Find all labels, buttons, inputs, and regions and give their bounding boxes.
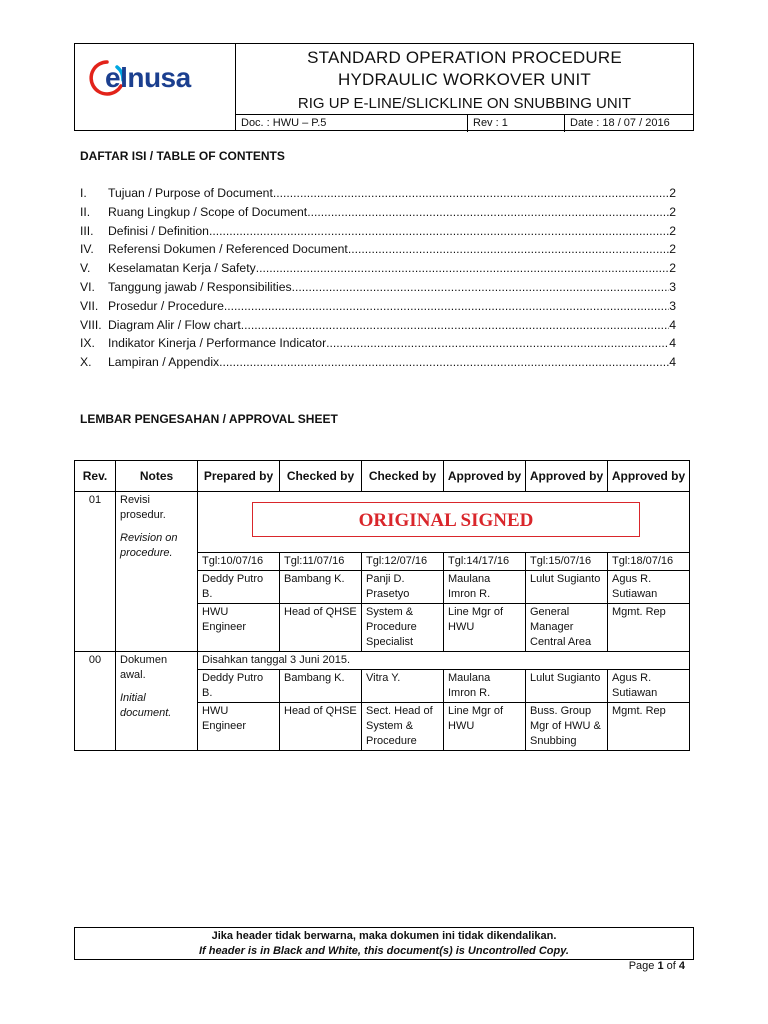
toc-label: Tanggung jawab / Responsibilities [108, 279, 292, 294]
toc-leader [209, 222, 669, 241]
name-cell: Maulana Imron R. [444, 571, 526, 604]
name-cell: Bambang K. [280, 670, 362, 703]
toc-number: II. [80, 204, 91, 219]
role-cell: System & Procedure Specialist [362, 604, 444, 652]
date-cell: Tgl:15/07/16 [526, 553, 608, 571]
toc-item[interactable] [80, 203, 676, 222]
doc-revision: Rev : 1 [468, 115, 565, 132]
signature-area [198, 492, 690, 553]
name-cell: Bambang K. [280, 571, 362, 604]
rev-cell: 01 [75, 492, 116, 652]
toc-number: I. [80, 186, 87, 200]
date-cell: Tgl:18/07/16 [608, 553, 690, 571]
toc-item[interactable] [80, 316, 676, 335]
date-cell: Tgl:11/07/16 [280, 553, 362, 571]
date-cell: Tgl:14/17/16 [444, 553, 526, 571]
page-total: 4 [678, 960, 685, 972]
role-cell: HWU Engineer [198, 703, 280, 751]
title-block [236, 44, 693, 114]
note-en: Initial document. [120, 692, 172, 719]
toc-label: Lampiran / Appendix [108, 355, 220, 370]
table-of-contents [80, 184, 676, 372]
logo-text: elnusa [105, 62, 191, 93]
table-header-row [75, 461, 690, 492]
name-cell: Agus R. Sutiawan [608, 670, 690, 703]
toc-number: IX. [80, 336, 95, 351]
toc-page: 2 [669, 204, 676, 219]
toc-leader [219, 353, 669, 372]
toc-item[interactable] [80, 297, 676, 316]
toc-number: VIII. [80, 317, 102, 332]
notes-cell [116, 652, 198, 751]
notice-line-en: If header is in Black and White, this document(s) is Uncontrolled Copy. [199, 945, 569, 957]
toc-label: Referensi Dokumen / Referenced Document [108, 242, 348, 257]
role-cell: Mgmt. Rep [608, 604, 690, 652]
toc-number: VII. [80, 298, 99, 313]
title-line-2: HYDRAULIC WORKOVER UNIT [337, 70, 591, 89]
toc-leader [256, 259, 670, 278]
note-en: Revision on procedure. [120, 532, 178, 559]
page-of: of [663, 960, 679, 972]
date-cell: Tgl:12/07/16 [362, 553, 444, 571]
toc-item[interactable] [80, 259, 676, 278]
uncontrolled-copy-notice [74, 927, 694, 960]
doc-info-row [236, 114, 693, 132]
col-rev: Rev. [75, 461, 116, 492]
toc-page: 2 [669, 261, 676, 276]
toc-heading: DAFTAR ISI / TABLE OF CONTENTS [80, 149, 285, 163]
toc-leader [273, 184, 669, 203]
toc-page: 4 [669, 355, 676, 370]
name-cell: Deddy Putro B. [198, 670, 280, 703]
col-approved-by: Approved by [608, 461, 690, 492]
approval-heading: LEMBAR PENGESAHAN / APPROVAL SHEET [80, 412, 338, 426]
toc-leader [241, 316, 669, 335]
table-row [75, 652, 690, 670]
toc-leader [307, 203, 669, 222]
ratified-cell: Disahkan tanggal 3 Juni 2015. [198, 652, 690, 670]
notes-cell [116, 492, 198, 652]
role-cell: HWU Engineer [198, 604, 280, 652]
page-number [629, 960, 685, 972]
toc-number: X. [80, 355, 92, 370]
notice-line-id: Jika header tidak berwarna, maka dokumen ini tidak dikendalikan. [211, 930, 557, 942]
toc-item[interactable] [80, 222, 676, 241]
logo-cell [75, 44, 236, 131]
name-cell: Lulut Sugianto [526, 571, 608, 604]
toc-page: 3 [669, 279, 676, 294]
document-header [74, 43, 694, 131]
col-notes: Notes [116, 461, 198, 492]
original-signed-stamp: ORIGINAL SIGNED [252, 502, 640, 537]
name-cell: Panji D. Prasetyo [362, 571, 444, 604]
page-current: 1 [657, 960, 664, 972]
role-cell: Sect. Head of System & Procedure [362, 703, 444, 751]
toc-leader [326, 334, 669, 353]
col-prepared-by: Prepared by [198, 461, 280, 492]
rev-cell: 00 [75, 652, 116, 751]
toc-page: 3 [669, 298, 676, 313]
col-approved-by: Approved by [526, 461, 608, 492]
toc-label: Ruang Lingkup / Scope of Document [108, 204, 308, 219]
toc-label: Tujuan / Purpose of Document [108, 186, 273, 200]
toc-number: V. [80, 261, 91, 276]
toc-label: Definisi / Definition [108, 223, 209, 238]
role-cell: Buss. Group Mgr of HWU & Snubbing [526, 703, 608, 751]
name-cell: Agus R. Sutiawan [608, 571, 690, 604]
title-line-3: RIG UP E-LINE/SLICKLINE ON SNUBBING UNIT [297, 95, 632, 112]
approval-table [74, 460, 690, 751]
toc-number: IV. [80, 242, 94, 257]
toc-item[interactable] [80, 278, 676, 297]
col-checked-by: Checked by [362, 461, 444, 492]
toc-page: 2 [669, 223, 676, 238]
toc-number: VI. [80, 279, 95, 294]
role-cell: General Manager Central Area [526, 604, 608, 652]
doc-number: Doc. : HWU – P.5 [236, 115, 468, 132]
toc-leader [348, 240, 669, 259]
page-label: Page [628, 960, 658, 972]
toc-leader [224, 297, 669, 316]
col-approved-by: Approved by [444, 461, 526, 492]
col-checked-by: Checked by [280, 461, 362, 492]
name-cell: Maulana Imron R. [444, 670, 526, 703]
name-cell: Vitra Y. [362, 670, 444, 703]
toc-page: 4 [669, 317, 676, 332]
toc-item[interactable] [80, 353, 676, 372]
date-cell: Tgl:10/07/16 [198, 553, 280, 571]
role-cell: Line Mgr of HWU [444, 703, 526, 751]
toc-page: 2 [669, 242, 676, 257]
note-id: Revisi prosedur. [120, 494, 166, 521]
toc-page: 4 [669, 336, 676, 351]
toc-page: 2 [669, 186, 676, 200]
toc-label: Indikator Kinerja / Performance Indicator [108, 336, 327, 351]
name-cell: Deddy Putro B. [198, 571, 280, 604]
role-cell: Head of QHSE [280, 604, 362, 652]
toc-label: Diagram Alir / Flow chart [108, 317, 241, 332]
doc-date: Date : 18 / 07 / 2016 [570, 117, 670, 129]
role-cell: Line Mgr of HWU [444, 604, 526, 652]
toc-leader [292, 278, 670, 297]
toc-number: III. [80, 223, 94, 238]
name-cell: Lulut Sugianto [526, 670, 608, 703]
toc-item[interactable] [80, 184, 676, 203]
role-cell: Mgmt. Rep [608, 703, 690, 751]
table-row [75, 492, 690, 553]
role-cell: Head of QHSE [280, 703, 362, 751]
title-line-1: STANDARD OPERATION PROCEDURE [307, 48, 622, 67]
toc-label: Keselamatan Kerja / Safety [108, 261, 256, 276]
note-id: Dokumen awal. [120, 654, 168, 681]
toc-label: Prosedur / Procedure [108, 298, 224, 313]
toc-item[interactable] [80, 240, 676, 259]
toc-item[interactable] [80, 334, 676, 353]
